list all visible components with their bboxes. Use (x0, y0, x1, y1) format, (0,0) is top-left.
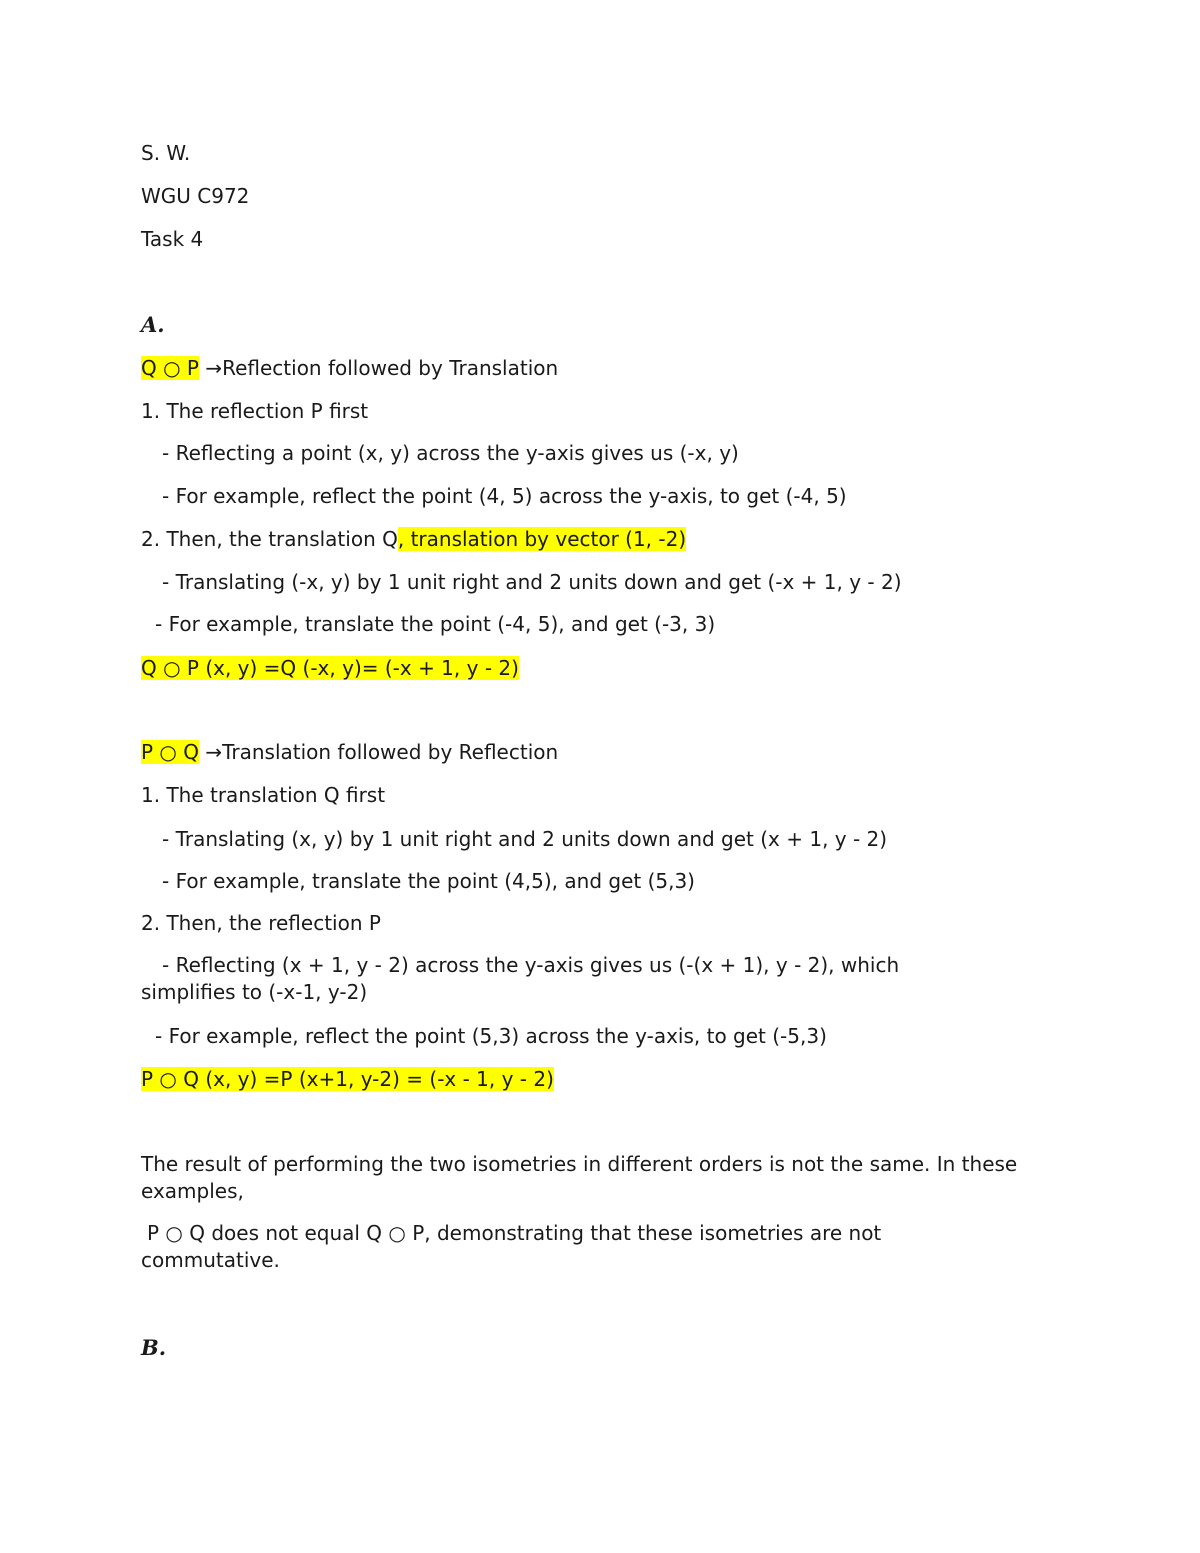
qop-step2-a: - Translating (-x, y) by 1 unit right and 2 units down and get (-x + 1, y - 2) (162, 570, 902, 594)
arrow-icon: → (205, 740, 223, 764)
qop-formula-line (141, 654, 519, 682)
poq-step2-b: - For example, reflect the point (5,3) across the y-axis, to get (-5,3) (155, 1024, 827, 1048)
qop-step2-pre: 2. Then, the translation Q (141, 527, 398, 551)
qop-step2-highlight: , translation by vector (1, -2) (397, 527, 687, 551)
poq-title: Translation followed by Reflection (222, 740, 559, 764)
qop-step2-b: - For example, translate the point (-4, 5), and get (-3, 3) (155, 612, 716, 636)
task-line: Task 4 (141, 227, 204, 251)
arrow-icon: → (205, 356, 223, 380)
poq-step2: 2. Then, the reflection P (141, 911, 381, 935)
section-b-heading: B. (141, 1335, 167, 1360)
qop-step1-a: - Reflecting a point (x, y) across the y-axis gives us (-x, y) (162, 441, 739, 465)
section-a-heading: A. (141, 312, 165, 337)
qop-step1-b: - For example, reflect the point (4, 5) across the y-axis, to get (-4, 5) (162, 484, 847, 508)
qop-title: Reflection followed by Translation (222, 356, 559, 380)
qop-step1: 1. The reflection P first (141, 399, 369, 423)
poq-formula: P ○ Q (x, y) =P (x+1, y-2) = (-x - 1, y - 2) (141, 1067, 554, 1091)
qop-step2-line (141, 525, 686, 553)
conclusion-paragraph-1: The result of performing the two isometries in different orders is not the same. In these examples, (141, 1152, 1018, 1203)
poq-step1-b: - For example, translate the point (4,5), and get (5,3) (162, 869, 695, 893)
poq-title-line (141, 738, 558, 766)
poq-label: P ○ Q (141, 740, 199, 764)
course-line: WGU C972 (141, 184, 250, 208)
poq-step1-a: - Translating (x, y) by 1 unit right and 2 units down and get (x + 1, y - 2) (162, 827, 888, 851)
qop-label: Q ○ P (141, 356, 199, 380)
poq-formula-line (141, 1065, 554, 1093)
poq-step1: 1. The translation Q first (141, 783, 386, 807)
qop-formula: Q ○ P (x, y) =Q (-x, y)= (-x + 1, y - 2) (141, 656, 519, 680)
poq-step2-a: - Reflecting (x + 1, y - 2) across the y-axis gives us (-(x + 1), y - 2), which simplifies to (-x-1, y-2) (141, 953, 900, 1004)
author-line: S. W. (141, 141, 191, 165)
qop-title-line (141, 354, 558, 382)
conclusion-paragraph-2: P ○ Q does not equal Q ○ P, demonstrating that these isometries are not commutative. (141, 1221, 882, 1272)
